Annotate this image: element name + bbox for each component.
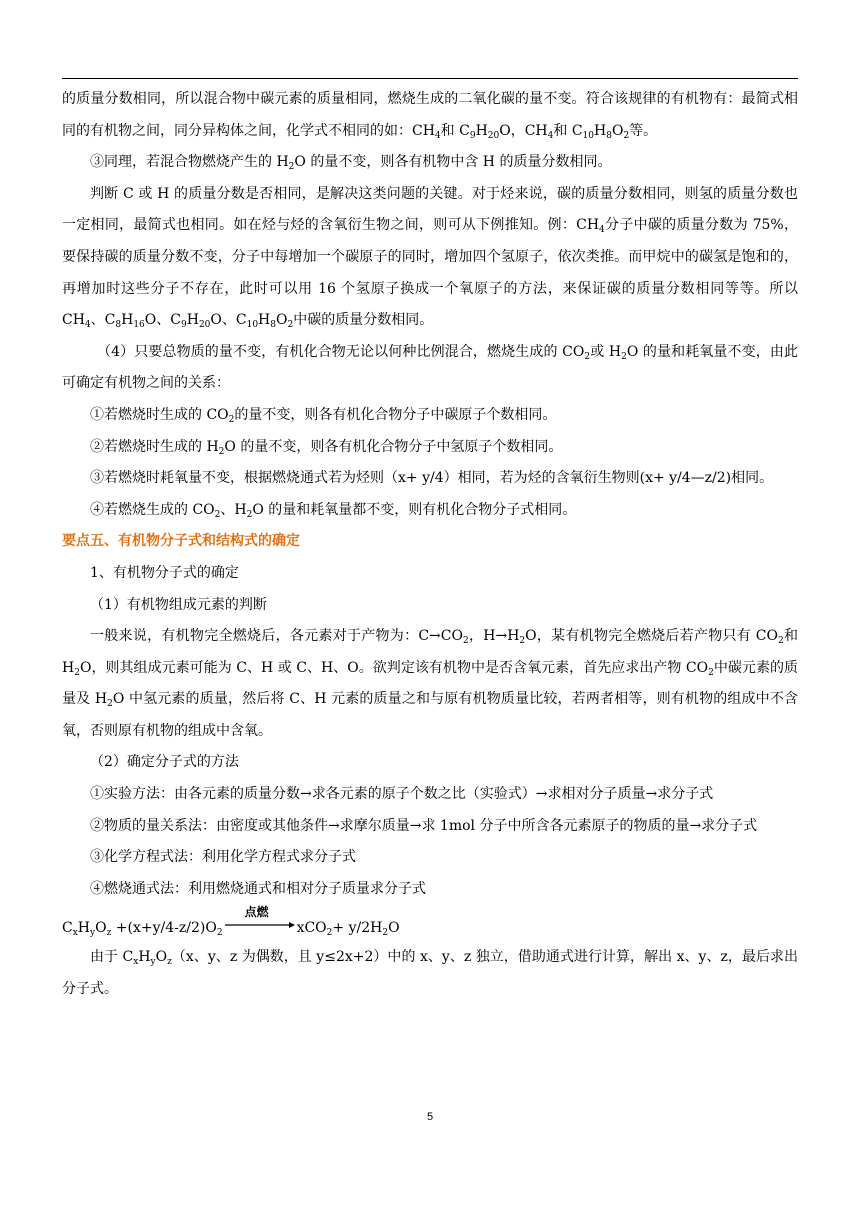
page-body — [62, 84, 798, 1006]
list-item-3: ③若燃烧时耗氧量不变，根据燃烧通式若为烃则（x+ y/4）相同，若为烃的含氧衍生物则(x+ y/4—z/2)相同。 — [90, 470, 774, 487]
reaction-arrow-icon — [225, 905, 295, 935]
combustion-equation: $C_xH_yO_z +(x+y/4-z/2)O_2$ 点燃 $xCO_2+ y/2H_2O$ — [62, 905, 400, 939]
reaction-condition: 点燃 — [244, 905, 269, 920]
header-rule — [62, 78, 798, 79]
paragraph-point-4: （4）只要总物质的量不变，有机化合物无论以何种比例混合，燃烧生成的 $CO_2$或 $H_2O$ 的量和耗氧量不变，由此可确定有机物之间的关系： — [62, 343, 798, 392]
paragraph-general-formula: 由于 $C_xH_yO_z(x$、y、z 为偶数，且 y≤2x+2）中的 x、y、z 独立，借助通式进行计算，解出 x、y、z，最后求出分子式。 — [62, 949, 798, 998]
list-item-4: ④若燃烧生成的 $CO_2$、$H_2O$ 的量和耗氧量都不变，则有机化合物分子式相同。 — [90, 501, 577, 520]
subsection-title-1: （1）有机物组成元素的判断 — [90, 596, 267, 613]
method-4: ④燃烧通式法：利用燃烧通式和相对分子质量求分子式 — [90, 880, 426, 897]
paragraph-element-judgment: 一般来说，有机物完全燃烧后，各元素对于产物为：$C\to CO_2$，$H\to H_2O$，某有机物完全燃烧后若产物只有 $CO_2$和 $H_2O$，则其组成元素可能为 C、H 或 C、H、O。欲判定该有机物中是否含氧元素，首先应求出产物 $CO_2$中碳元素的质量及 $H_2O$ 中氢元素的质量，然后将 C、H 元素的质量之和与原有机物质量比较，若两者相等，则有机物的组成中不含氧，否则原有机物的组成中含氧。 — [62, 628, 799, 739]
section-heading: 要点五、有机物分子式和结构式的确定 — [62, 533, 300, 550]
paragraph-judge-mass-fraction: 判断 C 或 H 的质量分数是否相同，是解决这类问题的关键。对于烃来说，碳的质量分数相同，则氢的质量分数也一定相同，最简式也相同。如在烃与烃的含氧衍生物之间，则可从下例推知。例：$CH_4$分子中碳的质量分数为 75%，要保持碳的质量分数不变，分子中每增加一个碳原子的同时，增加四个氢原子，依次类推。而甲烷中的碳氢是饱和的，再增加时这些分子不存在，此时可以用 16 个氢原子换成一个氧原子的方法，来保证碳的质量分数相同等等。所以 $CH_4$、$C_8H_{16}O$、$C_9H_{20}O$、$C_{10}H_8O_2$中碳的质量分数相同。 — [62, 185, 799, 331]
subsection-title-2: （2）确定分子式的方法 — [90, 754, 239, 771]
paragraph-mass-fraction-carbon: 的质量分数相同，所以混合物中碳元素的质量相同，燃烧生成的二氧化碳的量不变。符合该规律的有机物有：最简式相同的有机物之间，同分异构体之间，化学式不相同的如：$CH_4$和 $C_9H_{20}O$，$CH_4$和 $C_{10}H_8O_2$等。 — [62, 91, 799, 141]
list-item-1: ①若燃烧时生成的 $CO_2$的量不变，则各有机化合物分子中碳原子个数相同。 — [90, 406, 557, 425]
page-number: 5 — [426, 1111, 434, 1123]
paragraph-rule-3-hydrogen: ③同理，若混合物燃烧产生的 $H_2O$ 的量不变，则各有机物中含 H 的质量分数相同。 — [90, 154, 612, 173]
method-3: ③化学方程式法：利用化学方程式求分子式 — [90, 849, 356, 866]
method-2: ②物质的量关系法：由密度或其他条件→求摩尔质量→求 1mol 分子中所含各元素原子的物质的量→求分子式 — [90, 817, 758, 834]
list-item-2: ②若燃烧时生成的 $H_2O$ 的量不变，则各有机化合物分子中氢原子个数相同。 — [90, 438, 563, 457]
method-1: ①实验方法：由各元素的质量分数→求各元素的原子个数之比（实验式）→求相对分子质量→求分子式 — [90, 786, 714, 803]
subsection-title: 1、有机物分子式的确定 — [90, 564, 239, 581]
